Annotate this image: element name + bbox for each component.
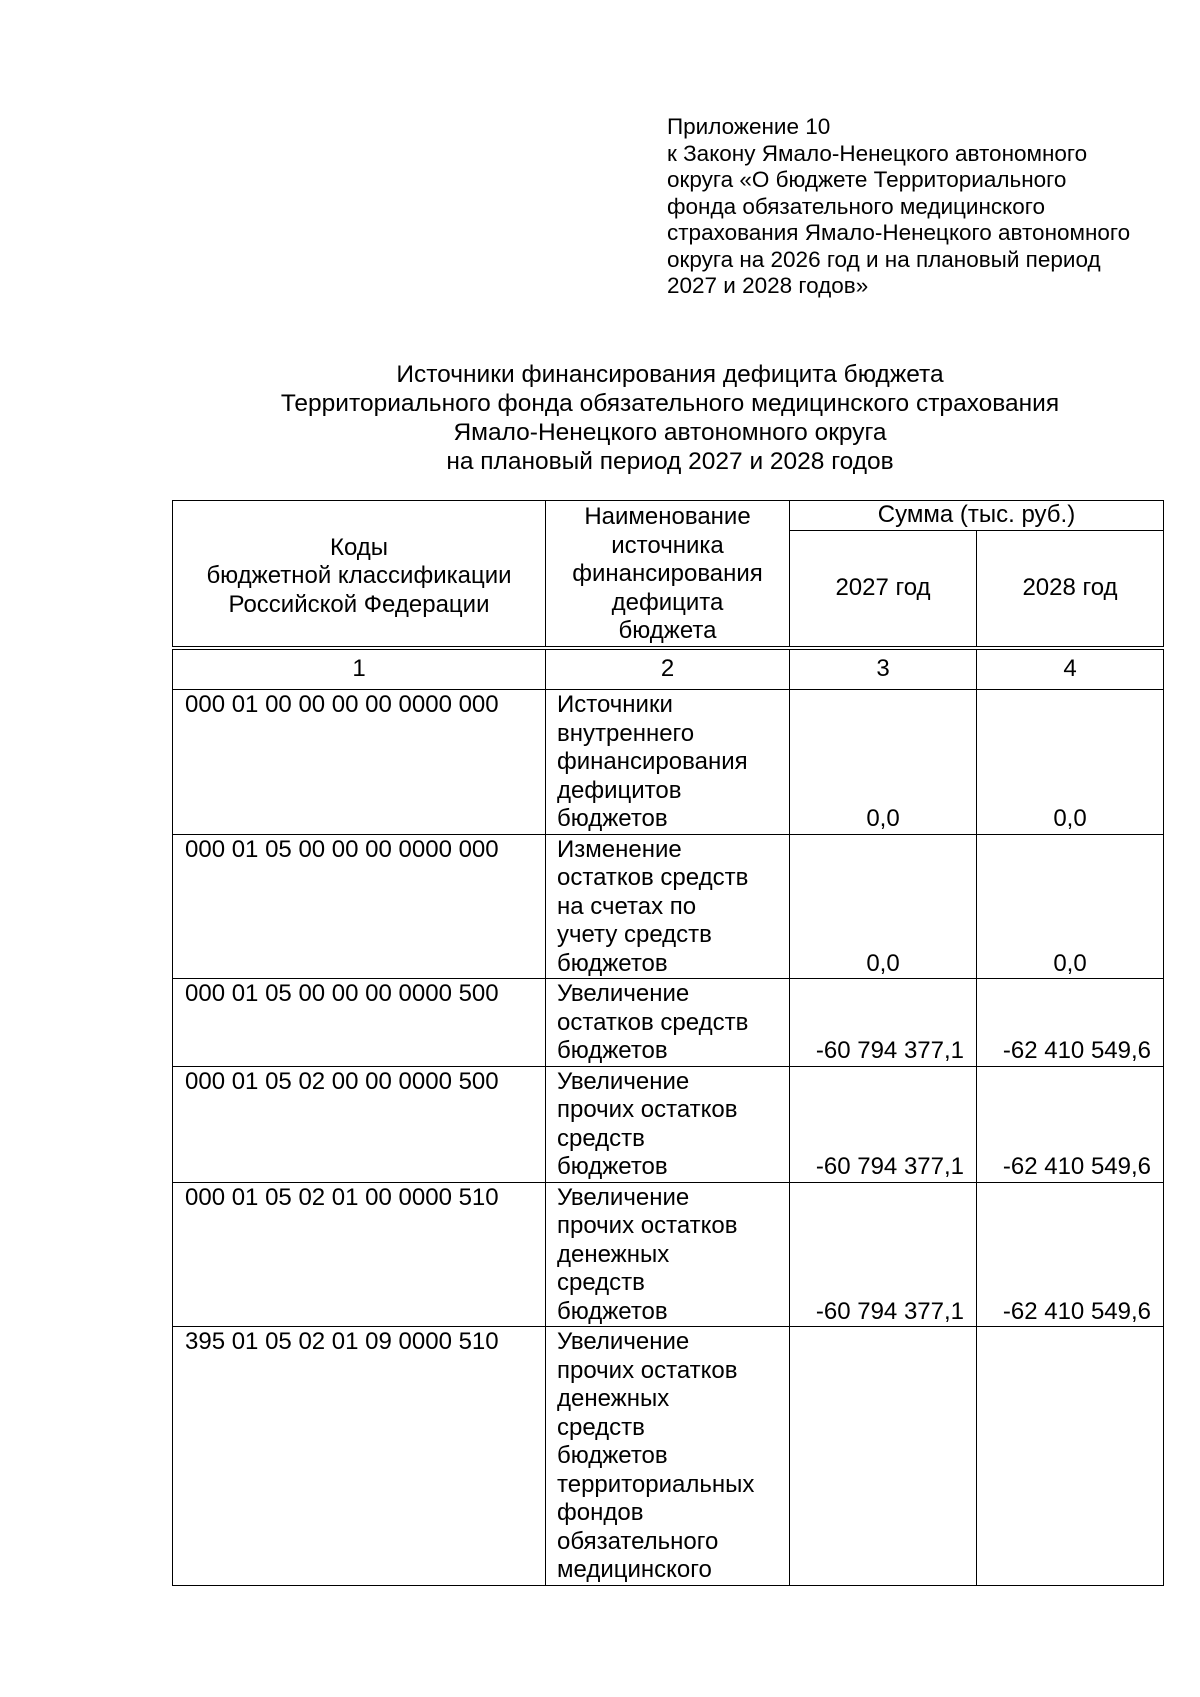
table-row (173, 690, 1164, 835)
title-line: на плановый период 2027 и 2028 годов (446, 448, 894, 475)
header-name-line: дефицита (611, 588, 724, 616)
name-cell (546, 834, 790, 979)
title-line: Территориального фонда обязательного медицинского страхования (280, 390, 1060, 417)
column-numbers-row (173, 650, 1164, 690)
name-line: прочих остатков (557, 1096, 738, 1123)
name-line: на счетах по (557, 892, 697, 920)
header-sum: Сумма (тыс. руб.) (790, 501, 1164, 531)
code-cell: 395 01 05 02 01 09 0000 510 (173, 1327, 546, 1586)
value-2027 (790, 1327, 977, 1586)
header-codes (173, 501, 546, 647)
name-line: бюджетов (557, 949, 668, 977)
name-line: Источники (557, 691, 673, 718)
name-line: финансирования (557, 748, 748, 775)
name-line: остатков средств (557, 1008, 749, 1036)
name-line: бюджетов (557, 1442, 668, 1469)
code-cell: 000 01 00 00 00 00 0000 000 (173, 690, 546, 835)
code-cell: 000 01 05 00 00 00 0000 500 (173, 979, 546, 1067)
name-line: средств (557, 1413, 645, 1441)
column-number: 2 (546, 650, 790, 690)
header-name-line: источника (611, 531, 724, 559)
code-cell: 000 01 05 02 00 00 0000 500 (173, 1066, 546, 1182)
column-number: 3 (790, 650, 977, 690)
name-line: обязательного (557, 1527, 719, 1555)
name-cell (546, 1182, 790, 1327)
name-line: Увеличение (557, 1328, 690, 1355)
name-cell (546, 1327, 790, 1586)
value-2027: 0,0 (790, 690, 977, 835)
header-name-line: Наименование (584, 503, 751, 530)
name-line: бюджетов (557, 1037, 668, 1064)
appendix-line: 2027 и 2028 годов» (667, 273, 869, 298)
name-line: учету средств (557, 921, 712, 948)
header-codes-line: Коды (329, 533, 389, 561)
name-line: внутреннего (557, 719, 695, 747)
name-line: медицинского (557, 1556, 712, 1583)
title-line: Ямало-Ненецкого автономного округа (453, 419, 887, 446)
name-line: прочих остатков (557, 1356, 738, 1384)
table-row (173, 979, 1164, 1067)
name-line: денежных (557, 1385, 670, 1412)
header-name-line: финансирования (572, 560, 763, 587)
header-year-2028: 2028 год (977, 531, 1164, 646)
value-2027: -60 794 377,1 (790, 979, 977, 1067)
header-year-2027: 2027 год (790, 531, 977, 646)
value-2028: 0,0 (977, 834, 1164, 979)
column-number: 4 (977, 650, 1164, 690)
name-line: прочих остатков (557, 1212, 738, 1239)
appendix-note (667, 114, 1187, 300)
name-cell (546, 1066, 790, 1182)
name-line: бюджетов (557, 805, 668, 832)
value-2027: -60 794 377,1 (790, 1182, 977, 1327)
value-2027: -60 794 377,1 (790, 1066, 977, 1182)
table-row (173, 1327, 1164, 1586)
name-line: Увеличение (557, 980, 690, 1007)
appendix-line: фонда обязательного медицинского (667, 193, 1046, 219)
value-2028: -62 410 549,6 (977, 979, 1164, 1067)
header-name-line: бюджета (618, 617, 717, 644)
name-line: фондов (557, 1499, 644, 1526)
name-line: Изменение (557, 835, 682, 863)
appendix-line: округа на 2026 год и на плановый период (667, 246, 1101, 272)
header-codes-line: Российской Федерации (228, 590, 490, 618)
name-line: бюджетов (557, 1153, 668, 1180)
name-line: средств (557, 1269, 645, 1296)
value-2027: 0,0 (790, 834, 977, 979)
header-codes-line: бюджетной классификации (206, 562, 512, 589)
name-line: бюджетов (557, 1297, 668, 1325)
name-line: дефицитов (557, 776, 682, 804)
document-title (172, 360, 1168, 476)
header-name (546, 501, 790, 647)
table-row (173, 1066, 1164, 1182)
name-line: Увеличение (557, 1183, 690, 1211)
name-cell (546, 979, 790, 1067)
value-2028: -62 410 549,6 (977, 1066, 1164, 1182)
code-cell: 000 01 05 00 00 00 0000 000 (173, 834, 546, 979)
code-cell: 000 01 05 02 01 00 0000 510 (173, 1182, 546, 1327)
appendix-line: к Закону Ямало-Ненецкого автономного (667, 140, 1088, 166)
name-line: территориальных (557, 1470, 755, 1498)
name-line: остатков средств (557, 864, 749, 891)
table-row (173, 1182, 1164, 1327)
table-row (173, 834, 1164, 979)
table-header (172, 500, 1164, 647)
value-2028: 0,0 (977, 690, 1164, 835)
name-line: средств (557, 1124, 645, 1152)
appendix-line: Приложение 10 (667, 114, 831, 139)
appendix-line: округа «О бюджете Территориального (667, 167, 1067, 192)
value-2028 (977, 1327, 1164, 1586)
title-line: Источники финансирования дефицита бюджета (396, 361, 944, 388)
sources-table (172, 649, 1164, 1586)
name-line: Увеличение (557, 1067, 690, 1095)
column-number: 1 (173, 650, 546, 690)
name-cell (546, 690, 790, 835)
appendix-line: страхования Ямало-Ненецкого автономного (667, 220, 1131, 245)
name-line: денежных (557, 1240, 670, 1268)
value-2028: -62 410 549,6 (977, 1182, 1164, 1327)
